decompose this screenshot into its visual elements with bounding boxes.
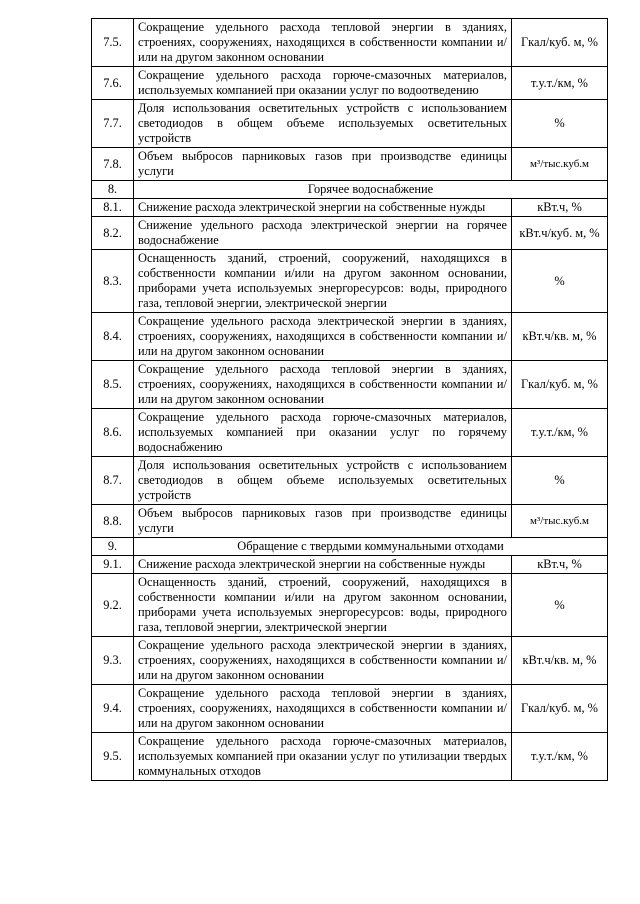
indicator-description: Сокращение удельного расхода электрической энергии в зданиях, строениях, сооружениях, находящихся в собственности компании и/или на другом законном основании xyxy=(134,313,512,361)
indicator-description: Сокращение удельного расхода тепловой энергии в зданиях, строениях, сооружениях, находящихся в собственности компании и/или на другом законном основании xyxy=(134,19,512,67)
indicator-description: Оснащенность зданий, строений, сооружений, находящихся в собственности компании и/или на другом законном основании, приборами учета используемых энергоресурсов: воды, природного газа, тепловой энергии, электрической энергии xyxy=(134,574,512,637)
table-row xyxy=(92,67,608,100)
table-row xyxy=(92,100,608,148)
row-number: 7.6. xyxy=(92,67,134,100)
row-number: 9.4. xyxy=(92,685,134,733)
indicator-description: Снижение расхода электрической энергии на собственные нужды xyxy=(134,199,512,217)
row-number: 7.8. xyxy=(92,148,134,181)
table-row xyxy=(92,505,608,538)
row-number: 7.5. xyxy=(92,19,134,67)
unit-of-measure: м³/тыс.куб.м xyxy=(512,148,608,181)
row-number: 8.2. xyxy=(92,217,134,250)
unit-of-measure: % xyxy=(512,574,608,637)
indicator-description: Доля использования осветительных устройств с использованием светодиодов в общем объеме используемых осветительных устройств xyxy=(134,457,512,505)
table-row xyxy=(92,637,608,685)
indicator-description: Доля использования осветительных устройств с использованием светодиодов в общем объеме используемых осветительных устройств xyxy=(134,100,512,148)
table-row xyxy=(92,409,608,457)
row-number: 8.6. xyxy=(92,409,134,457)
indicator-description: Сокращение удельного расхода горюче-смазочных материалов, используемых компанией при оказании услуг по утилизации твердых коммунальных отходов xyxy=(134,733,512,781)
unit-of-measure: т.у.т./км, % xyxy=(512,409,608,457)
row-number: 8.4. xyxy=(92,313,134,361)
table-row xyxy=(92,574,608,637)
table-row xyxy=(92,19,608,67)
unit-of-measure: % xyxy=(512,250,608,313)
unit-of-measure: Гкал/куб. м, % xyxy=(512,361,608,409)
section-number: 9. xyxy=(92,538,134,556)
row-number: 8.7. xyxy=(92,457,134,505)
section-row xyxy=(92,538,608,556)
unit-of-measure: Гкал/куб. м, % xyxy=(512,19,608,67)
unit-of-measure: кВт.ч, % xyxy=(512,556,608,574)
indicator-description: Объем выбросов парниковых газов при производстве единицы услуги xyxy=(134,505,512,538)
indicators-table-body xyxy=(92,19,608,781)
table-row xyxy=(92,313,608,361)
unit-of-measure: кВт.ч/кв. м, % xyxy=(512,637,608,685)
row-number: 7.7. xyxy=(92,100,134,148)
table-row xyxy=(92,250,608,313)
table-row xyxy=(92,556,608,574)
table-row xyxy=(92,733,608,781)
indicator-description: Снижение расхода электрической энергии на собственные нужды xyxy=(134,556,512,574)
unit-of-measure: Гкал/куб. м, % xyxy=(512,685,608,733)
indicator-description: Сокращение удельного расхода электрической энергии в зданиях, строениях, сооружениях, находящихся в собственности компании и/или на другом законном основании xyxy=(134,637,512,685)
indicator-description: Оснащенность зданий, строений, сооружений, находящихся в собственности компании и/или на другом законном основании, приборами учета используемых энергоресурсов: воды, природного газа, тепловой энергии, электрической энергии xyxy=(134,250,512,313)
indicators-table xyxy=(91,18,608,781)
indicator-description: Снижение удельного расхода электрической энергии на горячее водоснабжение xyxy=(134,217,512,250)
section-row xyxy=(92,181,608,199)
unit-of-measure: т.у.т./км, % xyxy=(512,733,608,781)
row-number: 8.8. xyxy=(92,505,134,538)
table-row xyxy=(92,457,608,505)
unit-of-measure: % xyxy=(512,100,608,148)
row-number: 8.1. xyxy=(92,199,134,217)
section-title: Горячее водоснабжение xyxy=(134,181,608,199)
unit-of-measure: кВт.ч/куб. м, % xyxy=(512,217,608,250)
section-number: 8. xyxy=(92,181,134,199)
table-row xyxy=(92,685,608,733)
row-number: 9.2. xyxy=(92,574,134,637)
indicator-description: Сокращение удельного расхода горюче-смазочных материалов, используемых компанией при оказании услуг по водоотведению xyxy=(134,67,512,100)
row-number: 8.5. xyxy=(92,361,134,409)
indicator-description: Сокращение удельного расхода тепловой энергии в зданиях, строениях, сооружениях, находящихся в собственности компании и/или на другом законном основании xyxy=(134,685,512,733)
indicator-description: Сокращение удельного расхода тепловой энергии в зданиях, строениях, сооружениях, находящихся в собственности компании и/или на другом законном основании xyxy=(134,361,512,409)
table-row xyxy=(92,361,608,409)
indicator-description: Объем выбросов парниковых газов при производстве единицы услуги xyxy=(134,148,512,181)
row-number: 9.3. xyxy=(92,637,134,685)
table-row xyxy=(92,199,608,217)
table-row xyxy=(92,217,608,250)
row-number: 9.1. xyxy=(92,556,134,574)
unit-of-measure: м³/тыс.куб.м xyxy=(512,505,608,538)
unit-of-measure: кВт.ч, % xyxy=(512,199,608,217)
row-number: 9.5. xyxy=(92,733,134,781)
unit-of-measure: кВт.ч/кв. м, % xyxy=(512,313,608,361)
indicator-description: Сокращение удельного расхода горюче-смазочных материалов, используемых компанией при оказании услуг по горячему водоснабжению xyxy=(134,409,512,457)
row-number: 8.3. xyxy=(92,250,134,313)
unit-of-measure: т.у.т./км, % xyxy=(512,67,608,100)
unit-of-measure: % xyxy=(512,457,608,505)
table-row xyxy=(92,148,608,181)
section-title: Обращение с твердыми коммунальными отходами xyxy=(134,538,608,556)
